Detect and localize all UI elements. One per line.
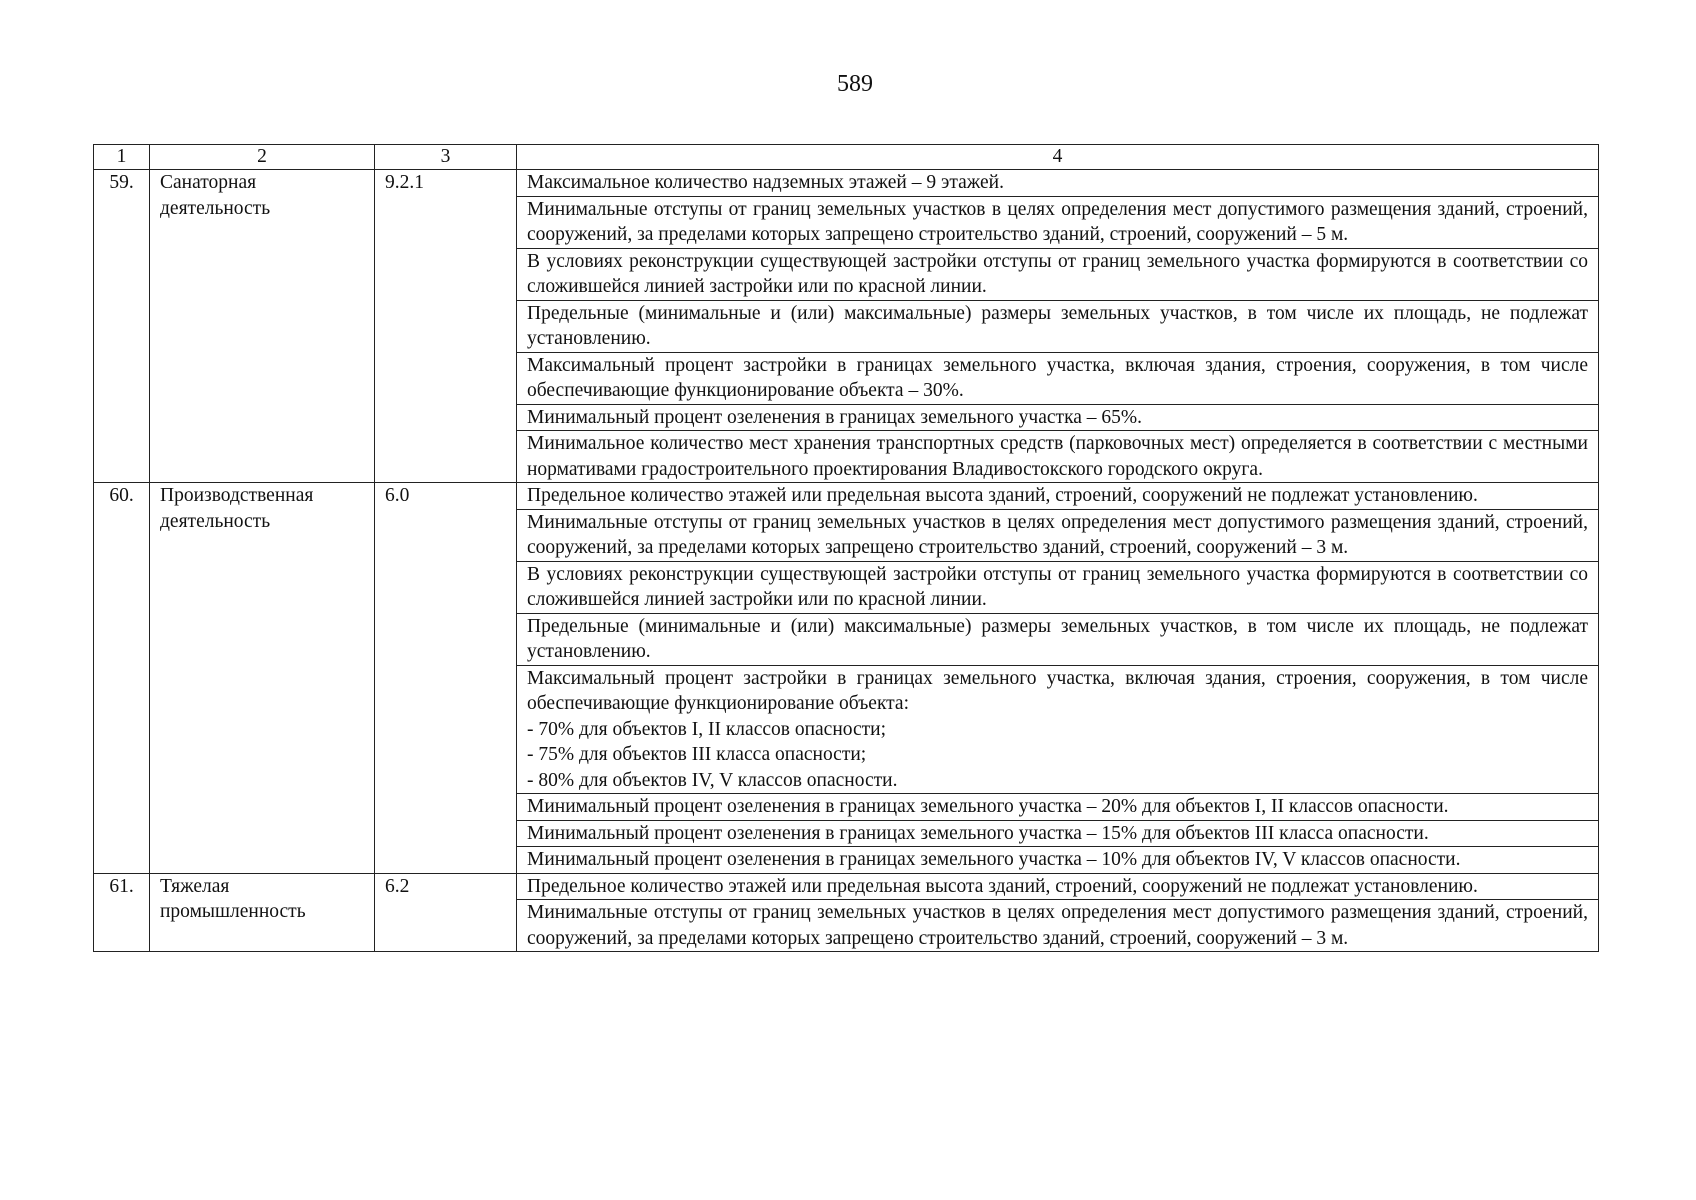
regulation-text-cell xyxy=(517,561,1599,613)
regulation-text: Максимальное количество надземных этажей – 9 этажей. xyxy=(527,172,1004,193)
regulation-text: Максимальный процент застройки в границах земельного участка, включая здания, строения, сооружения, в том числе обеспечивающие функционирование объекта – 30%. xyxy=(527,354,1588,401)
use-type-name-cell xyxy=(150,873,375,952)
use-type-code-cell: 9.2.1 xyxy=(375,170,517,483)
table-row xyxy=(94,170,1599,197)
regulation-text-cell xyxy=(517,900,1599,952)
table-body xyxy=(94,145,1599,952)
header-row xyxy=(94,145,1599,170)
header-cell-3: 3 xyxy=(375,145,517,170)
regulation-text: Максимальный процент застройки в границах земельного участка, включая здания, строения, сооружения, в том числе обеспечивающие функционирование объекта: xyxy=(527,667,1588,714)
regulation-text-cell xyxy=(517,613,1599,665)
regulation-text-cell xyxy=(517,404,1599,431)
regulation-text-cell xyxy=(517,820,1599,847)
use-type-name-line: промышленность xyxy=(160,901,306,922)
use-type-name-cell xyxy=(150,170,375,483)
regulation-text: Минимальные отступы от границ земельных участков в целях определения мест допустимого размещения зданий, строений, сооружений, за пределами которых запрещено строительство зданий, строений, сооружений – 3 м. xyxy=(527,902,1588,949)
regulation-text: Предельные (минимальные и (или) максимальные) размеры земельных участков, в том числе их площадь, не подлежат установлению. xyxy=(527,302,1588,349)
regulation-text: Минимальный процент озеленения в границах земельного участка – 20% для объектов I, II классов опасности. xyxy=(527,796,1449,817)
use-type-code-cell: 6.2 xyxy=(375,873,517,952)
regulation-text-cell xyxy=(517,665,1599,794)
regulation-text-cell xyxy=(517,248,1599,300)
header-cell-1: 1 xyxy=(94,145,150,170)
regulation-text: В условиях реконструкции существующей застройки отступы от границ земельного участка формируются в соответствии со сложившейся линией застройки или по красной линии. xyxy=(527,250,1588,297)
regulation-text: Минимальный процент озеленения в границах земельного участка – 15% для объектов III класса опасности. xyxy=(527,822,1429,844)
regulation-text-cell xyxy=(517,300,1599,352)
regulation-text-cell xyxy=(517,352,1599,404)
header-cell-4: 4 xyxy=(517,145,1599,170)
header-cell-2: 2 xyxy=(150,145,375,170)
regulation-text: Предельное количество этажей или предельная высота зданий, строений, сооружений не подлежат установлению. xyxy=(527,875,1478,897)
regulations-table xyxy=(93,144,1599,952)
page-number: 589 xyxy=(837,71,873,97)
regulation-text-cell xyxy=(517,847,1599,874)
use-type-name-line: деятельность xyxy=(160,197,271,219)
use-type-name-line: Производственная xyxy=(160,485,314,506)
regulation-text: Предельные (минимальные и (или) максимальные) размеры земельных участков, в том числе их площадь, не подлежат установлению. xyxy=(527,615,1588,662)
row-number-cell: 60. xyxy=(94,483,150,874)
regulation-text-cell xyxy=(517,509,1599,561)
regulation-text-cell xyxy=(517,431,1599,483)
regulation-text: Минимальный процент озеленения в границах земельного участка – 10% для объектов IV, V классов опасности. xyxy=(527,849,1461,870)
regulation-text: В условиях реконструкции существующей застройки отступы от границ земельного участка формируются в соответствии со сложившейся линией застройки или по красной линии. xyxy=(527,563,1588,610)
regulation-text-cell xyxy=(517,170,1599,197)
regulation-text-cell xyxy=(517,873,1599,900)
regulation-text-cell xyxy=(517,794,1599,821)
use-type-name-line: Санаторная xyxy=(160,172,257,193)
regulation-text: - 80% для объектов IV, V классов опасности. xyxy=(527,769,898,791)
regulation-text: Предельное количество этажей или предельная высота зданий, строений, сооружений не подлежат установлению. xyxy=(527,485,1478,506)
row-number-cell: 59. xyxy=(94,170,150,483)
use-type-name-line: деятельность xyxy=(160,510,271,532)
regulation-text: Минимальные отступы от границ земельных участков в целях определения мест допустимого размещения зданий, строений, сооружений, за пределами которых запрещено строительство зданий, строений, сооружений – 5 м. xyxy=(527,198,1588,245)
regulation-text: Минимальные отступы от границ земельных участков в целях определения мест допустимого размещения зданий, строений, сооружений, за пределами которых запрещено строительство зданий, строений, сооружений – 3 м. xyxy=(527,511,1588,558)
regulation-text-cell xyxy=(517,196,1599,248)
table-row xyxy=(94,873,1599,900)
row-number-cell: 61. xyxy=(94,873,150,952)
use-type-code-cell: 6.0 xyxy=(375,483,517,874)
regulation-text: - 70% для объектов I, II классов опасности; xyxy=(527,718,887,740)
use-type-name-cell xyxy=(150,483,375,874)
regulation-text: - 75% для объектов III класса опасности; xyxy=(527,744,867,765)
use-type-name-line: Тяжелая xyxy=(160,875,230,897)
regulation-text-cell xyxy=(517,483,1599,510)
regulation-text: Минимальный процент озеленения в границах земельного участка – 65%. xyxy=(527,406,1143,428)
table-row xyxy=(94,483,1599,510)
regulation-text: Минимальное количество мест хранения транспортных средств (парковочных мест) определяется в соответствии с местными нормативами градостроительного проектирования Владивостокского городского округа. xyxy=(527,433,1588,480)
